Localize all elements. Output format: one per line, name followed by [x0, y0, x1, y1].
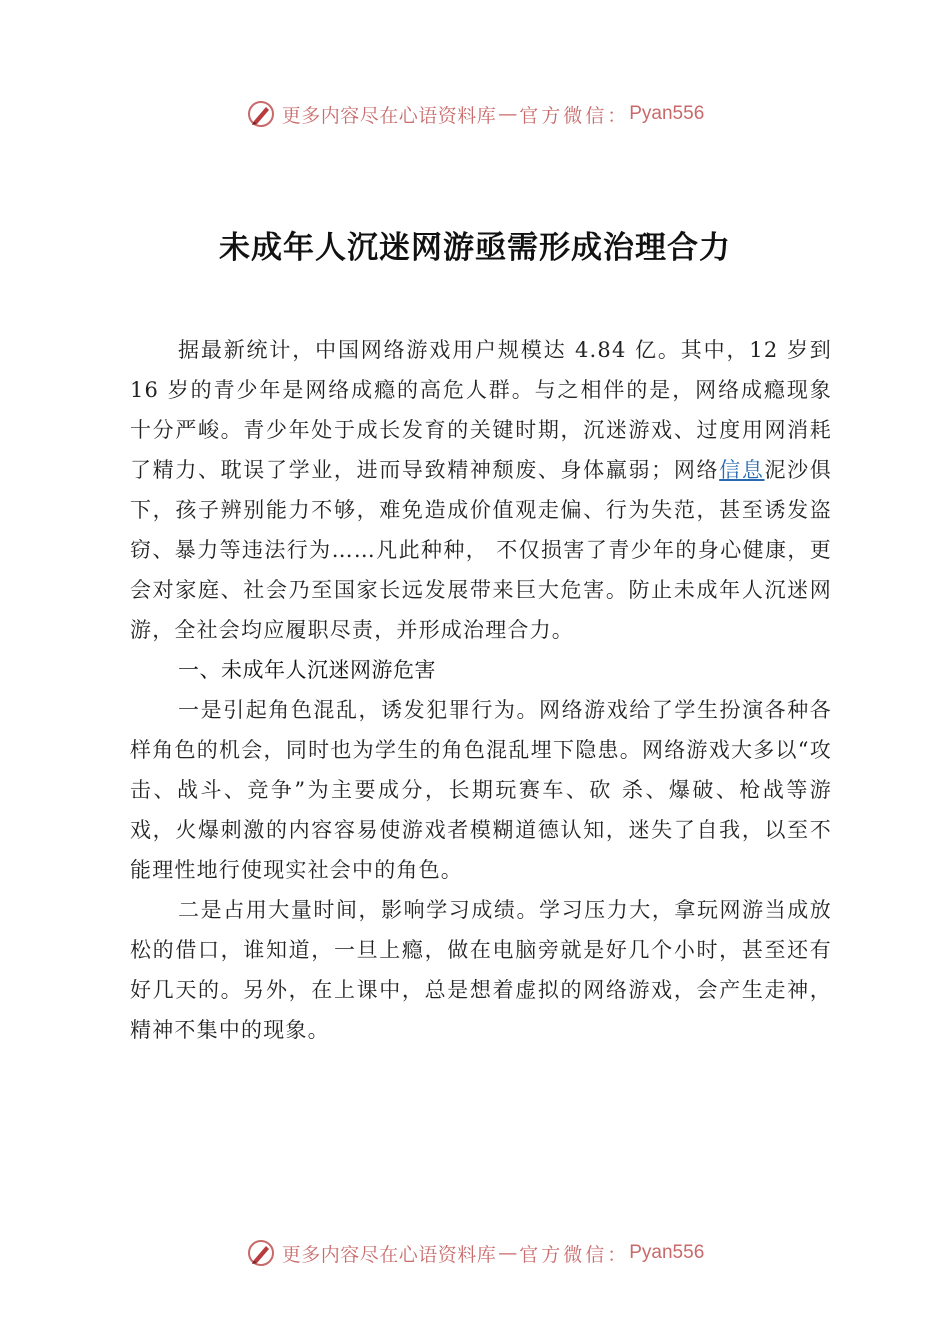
pen-logo-icon	[246, 1238, 276, 1268]
page-title: 未成年人沉迷网游亟需形成治理合力	[219, 230, 731, 266]
banner-library-text: 更多内容尽在心语资料库	[281, 1243, 497, 1266]
banner-wechat-id: Pyan556	[629, 1242, 705, 1263]
banner-official-label: 官方微信：	[519, 1243, 630, 1266]
intro-text-start: 据最新统计，中国网络游戏用户规模达 4.84 亿。其中，12 岁到 16 岁的青少年是网络成瘾的高危人群。与之相伴的是，网络成瘾现象十分严峻。青少年处于成长发育的关键时期，沉迷游戏、过度用网消耗了精力、耽误了学业，进而导致精神颓废、身体羸弱；网络	[130, 338, 832, 482]
banner-library-text: 更多内容尽在心语资料库	[281, 104, 497, 127]
intro-text-end: 泥沙俱下，孩子辨别能力不够，难免造成价值观走偏、行为失范，甚至诱发盗窃、暴力等违法行为……凡此种种， 不仅损害了青少年的身心健康，更会对家庭、社会乃至国家长远发展带来巨大危害。防止未成年人沉迷网游，全社会均应履职尽责，并形成治理合力。	[130, 458, 833, 642]
header-banner	[0, 94, 950, 134]
banner-official-label: 官方微信：	[519, 104, 630, 127]
intro-paragraph	[130, 330, 832, 650]
info-link[interactable]: 信息	[719, 458, 765, 482]
banner-separator: —	[498, 103, 518, 125]
banner-wechat-id: Pyan556	[629, 103, 705, 124]
paragraph-2: 二是占用大量时间，影响学习成绩。学习压力大，拿玩网游当成放松的借口，谁知道，一旦上瘾，做在电脑旁就是好几个小时，甚至还有好几天的。另外，在上课中，总是想着虚拟的网络游戏，会产生走神，精神不集中的现象。	[130, 898, 832, 1042]
document-body	[130, 330, 832, 1050]
footer-banner	[0, 1233, 950, 1273]
paragraph-1: 一是引起角色混乱，诱发犯罪行为。网络游戏给了学生扮演各种各样角色的机会，同时也为学生的角色混乱埋下隐患。网络游戏大多以“攻击、战斗、竞争”为主要成分，长期玩赛车、砍 杀、爆破、枪战等游戏，火爆刺激的内容容易使游戏者模糊道德认知，迷失了自我，以至不能理性地行使现实社会中的角色。	[130, 698, 832, 882]
banner-separator: —	[498, 1242, 518, 1264]
pen-logo-icon	[246, 99, 276, 129]
section-heading-1: 一、未成年人沉迷网游危害	[178, 658, 436, 682]
